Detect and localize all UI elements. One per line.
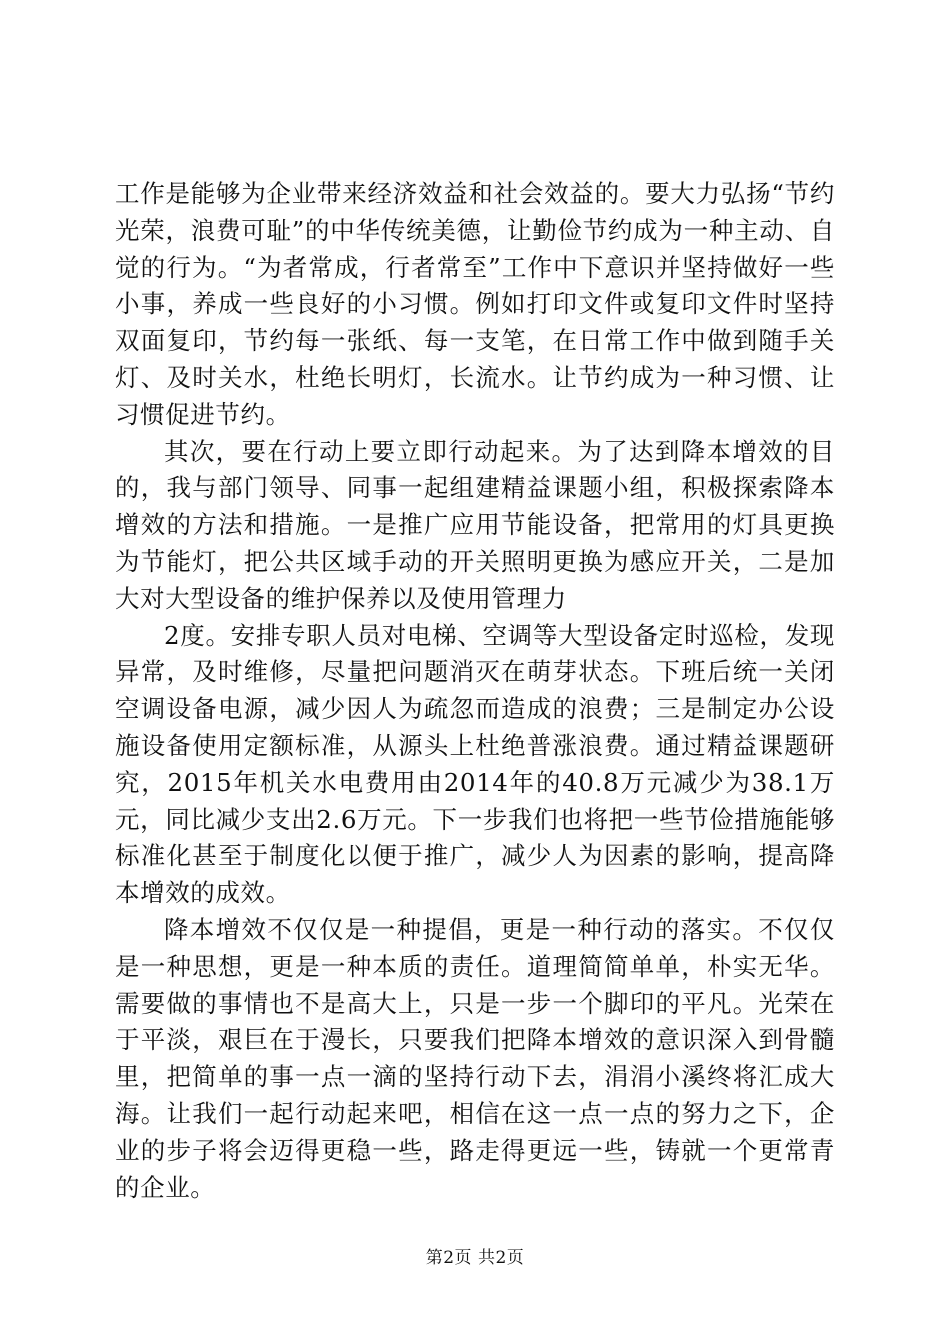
paragraph-3: 2度。安排专职人员对电梯、空调等大型设备定时巡检，发现异常，及时维修，尽量把问题消灭在萌芽状态。下班后统一关闭空调设备电源，减少因人为疏忽而造成的浪费；三是制定办公设施设备使用定额标准，从源头上杜绝普涨浪费。通过精益课题研究，2015年机关水电费用由2014年的40.8万元减少为38.1万元，同比减少支出2.6万元。下一步我们也将把一些节俭措施能够标准化甚至于制度化以便于推广，减少人为因素的影响，提高降本增效的成效。 (115, 620, 835, 908)
paragraph-4: 降本增效不仅仅是一种提倡，更是一种行动的落实。不仅仅是一种思想，更是一种本质的责任。道理简简单单，朴实无华。需要做的事情也不是高大上，只是一步一个脚印的平凡。光荣在于平淡，艰巨在于漫长，只要我们把降本增效的意识深入到骨髓里，把简单的事一点一滴的坚持行动下去，涓涓小溪终将汇成大海。让我们一起行动起来吧，相信在这一点一点的努力之下，企业的步子将会迈得更稳一些，路走得更远一些，铸就一个更常青的企业。 (115, 914, 835, 1202)
paragraph-1: 工作是能够为企业带来经济效益和社会效益的。要大力弘扬“节约光荣，浪费可耻”的中华传统美德，让勤俭节约成为一种主动、自觉的行为。“为者常成，行者常至”工作中下意识并坚持做好一些小事，养成一些良好的小习惯。例如打印文件或复印文件时坚持双面复印，节约每一张纸、每一支笔，在日常工作中做到随手关灯、及时关水，杜绝长明灯，长流水。让节约成为一种习惯、让习惯促进节约。 (115, 179, 835, 429)
paragraph-2: 其次，要在行动上要立即行动起来。为了达到降本增效的目的，我与部门领导、同事一起组建精益课题小组，积极探索降本增效的方法和措施。一是推广应用节能设备，把常用的灯具更换为节能灯，把公共区域手动的开关照明更换为感应开关，二是加大对大型设备的维护保养以及使用管理力 (115, 436, 835, 613)
document-body (115, 176, 835, 1206)
page-number-footer: 第2页 共2页 (425, 1248, 525, 1268)
